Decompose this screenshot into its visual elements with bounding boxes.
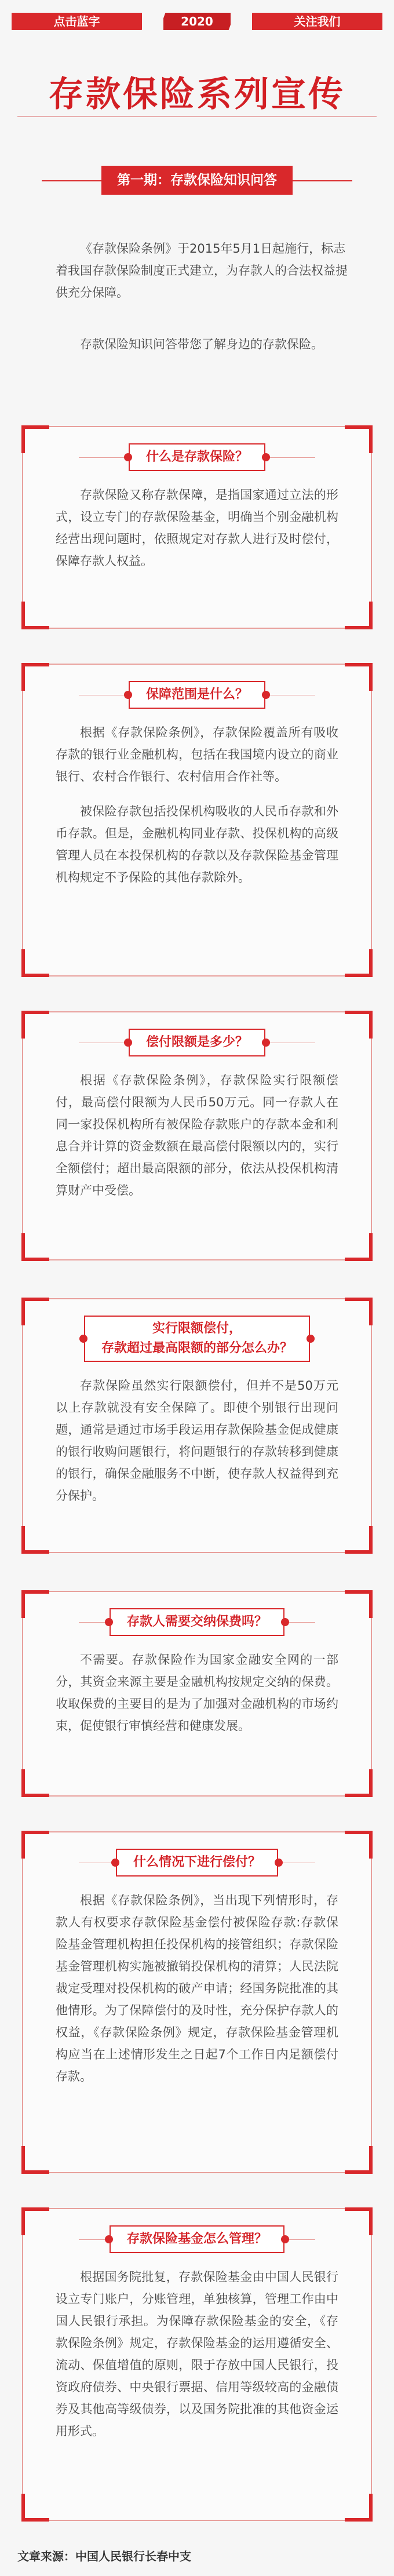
qa-card-6 [22,1831,372,2173]
qa-card-2 [22,664,372,977]
divider-slash-right [229,13,253,30]
answer-paragraph: 根据国务院批复，存款保险基金由中国人民银行设立专门账户，分账管理，单独核算，管理工作由中国人民银行承担。为保障存款保险基金的安全，《存款保险条例》规定，存款保险基金的运用遵循安全、流动、保值增值的原则，限于存放中国人民银行，投资政府债券、中央银行票据、信用等级较高的金融债券及其他高等级债券，以及国务院批准的其他资金运用形式。 [56,2270,338,2438]
question-heading: 存款人需要交纳保费吗？ [110,1608,284,1636]
intro-paragraph-2: 存款保险知识问答带您了解身边的存款保险。 [80,337,323,351]
answer-paragraph: 根据《存款保险条例》，当出现下列情形时，存款人有权要求存款保险基金偿付被保险存款:存款保险基金管理机构担任投保机构的接管组织；存款保险基金管理机构实施被撤销投保机构的清算；人民法院裁定受理对投保机构的破产申请；经国务院批准的其他情形。为了保障偿付的及时性，充分保护存款人的权益，《存款保险条例》规定，存款保险基金管理机构应当在上述情形发生之日起7个工作日内足额偿付存款。 [56,1893,338,2083]
qa-card-5 [22,1591,372,1797]
answer-paragraph: 被保险存款包括投保机构吸收的人民币存款和外币存款。但是，金融机构同业存款、投保机构的高级管理人员在本投保机构的存款以及存款保险基金管理机构规定不予保险的其他存款除外。 [56,804,338,884]
question-heading: 实行限额偿付， 存款超过最高限额的部分怎么办？ [84,1316,310,1362]
corner-ornament [345,1526,373,1554]
corner-ornament [345,2494,373,2522]
follow-prompt-right[interactable]: 关注我们 [252,13,382,30]
bullet-dot [105,1618,113,1626]
year-badge: 2020 [163,13,231,30]
corner-ornament [345,949,373,977]
corner-ornament [21,1526,49,1554]
corner-ornament [21,1233,49,1261]
bullet-dot [281,1618,289,1626]
corner-ornament [21,2494,49,2522]
bullet-dot [262,691,270,699]
question-heading: 保障范围是什么？ [129,681,265,709]
bullet-dot [124,453,132,461]
corner-ornament [345,1233,373,1261]
title-divider [17,116,377,117]
bullet-dot [105,2235,113,2243]
corner-ornament [345,602,373,629]
header-bar [0,0,394,43]
qa-card-7 [22,2208,372,2521]
follow-prompt-left[interactable]: 点击蓝字 [12,13,142,30]
bullet-dot [111,1859,119,1867]
intro-paragraph-1: 《存款保险条例》于2015年5月1日起施行，标志着我国存款保险制度正式建立，为存款人的合法权益提供充分保障。 [56,242,348,300]
bullet-dot [79,1335,87,1343]
page-title: 存款保险系列宣传 [49,74,345,115]
qa-card-1 [22,426,372,629]
qa-card-3 [22,1011,372,1260]
corner-ornament [345,1769,373,1797]
divider-slash-left [142,13,166,30]
qa-card-4 [22,1298,372,1553]
question-heading: 什么是存款保险？ [129,443,265,471]
bullet-dot [275,1859,283,1867]
answer-paragraph: 存款保险又称存款保障，是指国家通过立法的形式，设立专门的存款保险基金，明确当个别金融机构经营出现问题时，依照规定对存款人进行及时偿付，保障存款人权益。 [56,488,338,568]
answer-paragraph: 不需要。存款保险作为国家金融安全网的一部分，其资金来源主要是金融机构按规定交纳的保费。收取保费的主要目的是为了加强对金融机构的市场约束，促使银行审慎经营和健康发展。 [56,1653,338,1733]
corner-ornament [345,2146,373,2174]
question-heading: 存款保险基金怎么管理？ [110,2225,284,2253]
answer-paragraph: 根据《存款保险条例》，存款保险实行限额偿付，最高偿付限额为人民币50万元。同一存款人在同一家投保机构所有被保险存款账户的存款本金和利息合并计算的资金数额在最高偿付限额以内的，实行全额偿付；超出最高限额的部分，依法从投保机构清算财产中受偿。 [56,1073,338,1197]
corner-ornament [21,602,49,629]
bullet-dot [281,2235,289,2243]
answer-paragraph: 根据《存款保险条例》，存款保险覆盖所有吸收存款的银行业金融机构，包括在我国境内设立的商业银行、农村合作银行、农村信用合作社等。 [56,726,338,784]
question-heading: 偿付限额是多少？ [129,1029,265,1056]
question-heading: 什么情况下进行偿付？ [116,1849,278,1877]
bullet-dot [262,453,270,461]
bullet-dot [262,1039,270,1047]
corner-ornament [21,2146,49,2174]
bullet-dot [124,691,132,699]
corner-ornament [21,949,49,977]
article-source: 文章来源：中国人民银行长春中支 [17,2549,191,2563]
answer-paragraph: 存款保险虽然实行限额偿付，但并不是50万元以上存款就没有安全保障了。即使个别银行出现问题，通常是通过市场手段运用存款保险基金促成健康的银行收购问题银行，将问题银行的存款转移到健康的银行，确保金融服务不中断，使存款人权益得到充分保护。 [56,1379,338,1503]
corner-ornament [21,1769,49,1797]
bullet-dot [307,1335,315,1343]
bullet-dot [124,1039,132,1047]
issue-label: 第一期：存款保险知识问答 [101,166,293,195]
